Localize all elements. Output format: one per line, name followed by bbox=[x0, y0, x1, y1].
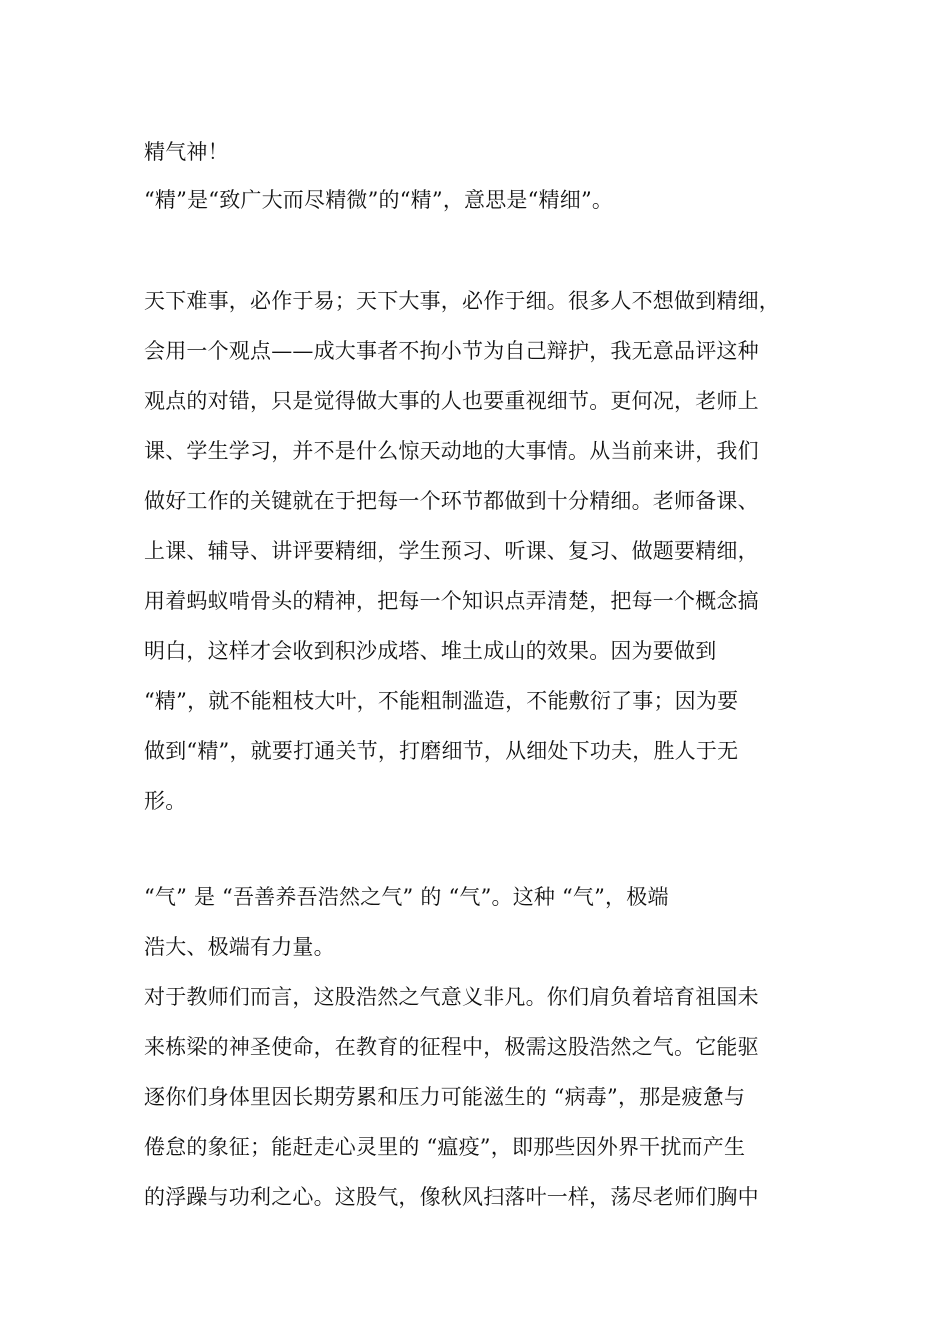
text-line: “精”是“致广大而尽精微”的“精”，意思是“精细”。 bbox=[144, 188, 614, 212]
text-line: 对于教师们而言，这股浩然之气意义非凡。你们肩负着培育祖国未 bbox=[144, 985, 759, 1009]
text-line: 课、学生学习，并不是什么惊天动地的大事情。从当前来讲，我们 bbox=[144, 439, 759, 463]
text-line: “精”，就不能粗枝大叶，不能粗制滥造，不能敷衍了事；因为要 bbox=[144, 689, 739, 713]
text-line: 明白，这样才会收到积沙成塔、堆土成山的效果。因为要做到 bbox=[144, 639, 717, 663]
text-line: 逐你们身体里因长期劳累和压力可能滋生的 “病毒”，那是疲惫与 bbox=[144, 1085, 746, 1109]
text-line: 倦怠的象征；能赶走心灵里的 “瘟疫”，即那些因外界干扰而产生 bbox=[144, 1135, 746, 1159]
text-line: 的浮躁与功利之心。这股气，像秋风扫落叶一样，荡尽老师们胸中 bbox=[144, 1185, 759, 1209]
text-line: 观点的对错，只是觉得做大事的人也要重视细节。更何况，老师上 bbox=[144, 389, 759, 413]
text-line: 来栋梁的神圣使命，在教育的征程中，极需这股浩然之气。它能驱 bbox=[144, 1035, 759, 1059]
text-line: 天下难事，必作于易；天下大事，必作于细。很多人不想做到精细， bbox=[144, 289, 780, 313]
text-line: 会用一个观点——成大事者不拘小节为自己辩护，我无意品评这种 bbox=[144, 339, 759, 363]
text-line: 用着蚂蚁啃骨头的精神，把每一个知识点弄清楚，把每一个概念搞 bbox=[144, 589, 759, 613]
text-line: 做到“精”，就要打通关节，打磨细节，从细处下功夫，胜人于无 bbox=[144, 739, 739, 763]
text-line: “气” 是 “吾善养吾浩然之气” 的 “气”。这种 “气”，极端 bbox=[144, 885, 669, 909]
heading-line: 精气神！ bbox=[144, 140, 229, 164]
text-line: 做好工作的关键就在于把每一个环节都做到十分精细。老师备课、 bbox=[144, 489, 759, 513]
text-line: 形。 bbox=[144, 789, 187, 813]
text-line: 浩大、极端有力量。 bbox=[144, 935, 335, 959]
text-line: 上课、辅导、讲评要精细，学生预习、听课、复习、做题要精细， bbox=[144, 539, 759, 563]
